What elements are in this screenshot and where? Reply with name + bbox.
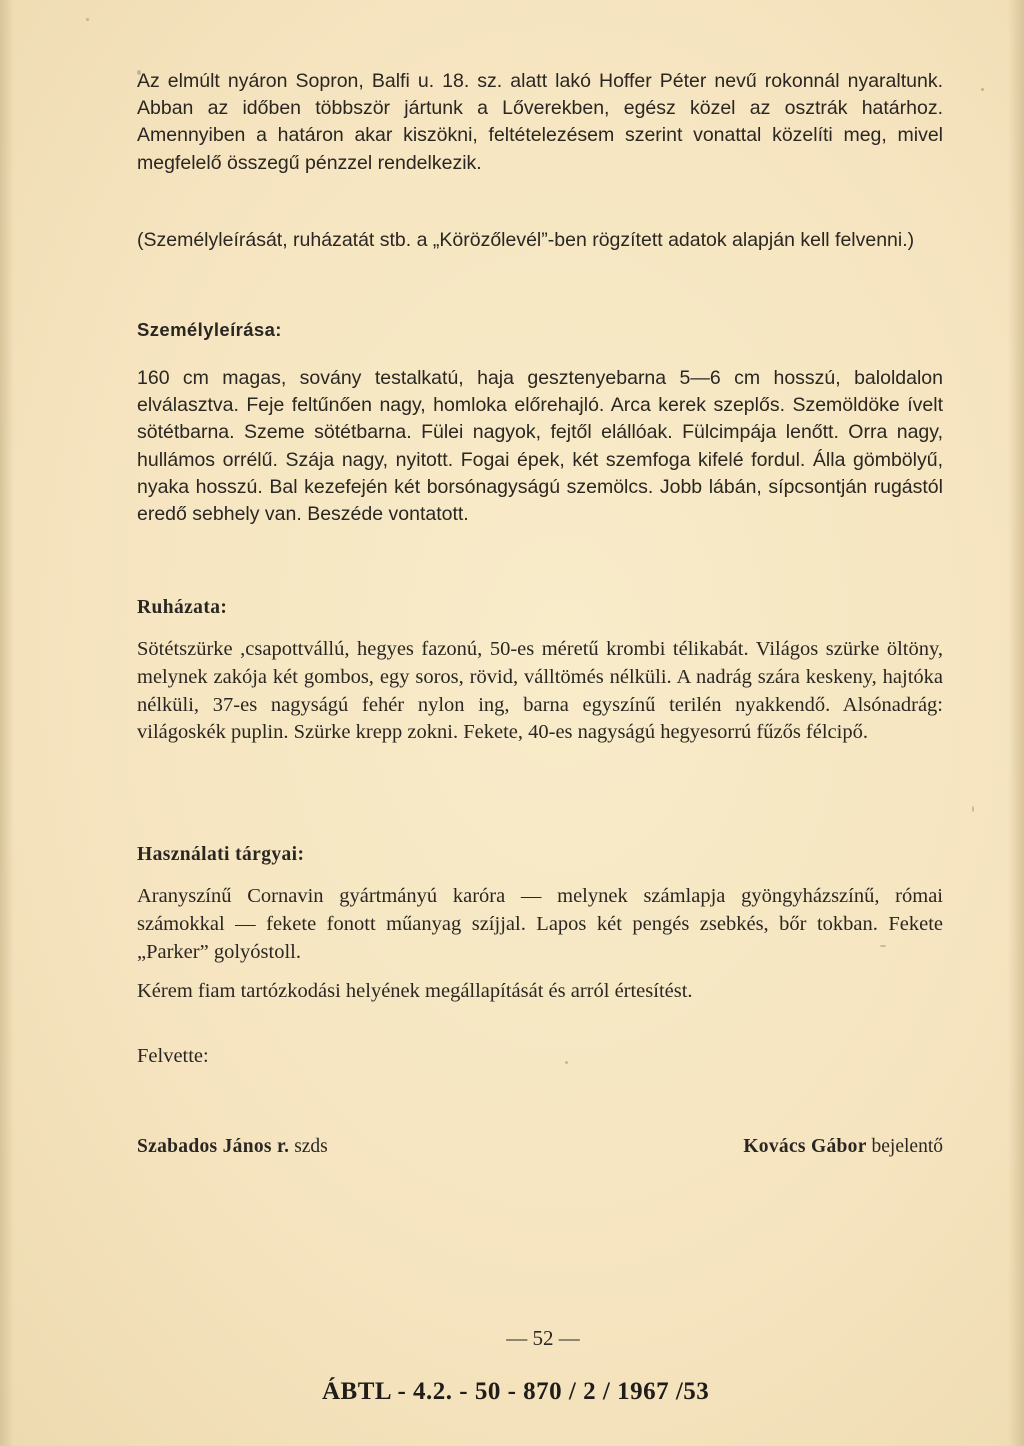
- items-text: Aranyszínű Cornavin gyártmányú karóra — melynek számlapja gyöngyházszínű, római számokkal — fekete fonott műanyag szíjjal. Lapos két pengés zsebkés, bőr tokban. Fekete „Parker” golyóstoll.: [137, 885, 943, 963]
- paper-edge-left: [0, 0, 14, 1446]
- paper-edge-right: [1008, 0, 1024, 1446]
- informant-signature: [743, 1136, 943, 1158]
- scan-speck: [86, 18, 89, 21]
- intro-paragraph: Az elmúlt nyáron Sopron, Balfi u. 18. sz. alatt lakó Hoffer Péter nevű rokonnál nyaraltunk. Abban az időben többször jártunk a Lőverekben, egész közel az osztrák határhoz. Amennyiben a határon akar kiszökni, feltételezésem szerint vonattal közelíti meg, mivel megfelelő összegű pénzzel rendelkezik.: [137, 70, 943, 174]
- officer-signature: [137, 1136, 328, 1158]
- clothing-text: Sötétszürke ,csapottvállú, hegyes fazonú, 50-es méretű krombi télikabát. Világos szürke öltöny, melynek zakója két gombos, egy soros, rövid, válltömés nélküli. A nadrág szára keskeny, hajtóka nélküli, 37-es nagyságú fehér nylon ing, barna egyszínű terilén nyakkendő. Alsónadrág: világoskék puplin. Szürke krepp zokni. Fekete, 40-es nagyságú hegyesorrú fűzős félcipő.: [137, 638, 943, 744]
- note-paragraph: (Személyleírását, ruházatát stb. a „Körözőlevél”-ben rögzített adatok alapján kell felvenni.): [137, 229, 915, 251]
- officer-rank: szds: [294, 1136, 328, 1157]
- scan-speck: [972, 806, 974, 812]
- description-heading: Személyleírása:: [137, 319, 282, 340]
- informant-name: Kovács Gábor: [743, 1136, 867, 1157]
- request-text: Kérem fiam tartózkodási helyének megállapítását és arról értesítést.: [137, 980, 693, 1002]
- clothing-heading: Ruházata:: [137, 597, 228, 618]
- archive-reference: ÁBTL - 4.2. - 50 - 870 / 2 / 1967 /53: [322, 1378, 710, 1405]
- scan-speck: [565, 1061, 568, 1064]
- page-number: — 52 —: [506, 1326, 580, 1350]
- recorded-by-label: Felvette:: [137, 1045, 209, 1067]
- officer-name: Szabados János r.: [137, 1136, 290, 1157]
- description-text: 160 cm magas, sovány testalkatú, haja gesztenyebarna 5—6 cm hosszú, baloldalon elválasztva. Feje feltűnően nagy, homloka előrehajló. Arca kerek szeplős. Szemöldöke ívelt sötétbarna. Szeme sötétbarna. Fülei nagyok, fejtől elállóak. Fülcimpája lenőtt. Orra nagy, hullámos orrélű. Szája nagy, nyitott. Fogai épek, két szemfoga kifelé fordul. Álla gömbölyű, nyaka hosszú. Bal kezefején két borsónagyságú szemölcs. Jobb lábán, sípcsontján rugástól eredő sebhely van. Beszéde vontatott.: [137, 367, 943, 526]
- items-heading: Használati tárgyai:: [137, 844, 305, 865]
- informant-role: bejelentő: [871, 1136, 943, 1157]
- scan-speck: [981, 88, 984, 91]
